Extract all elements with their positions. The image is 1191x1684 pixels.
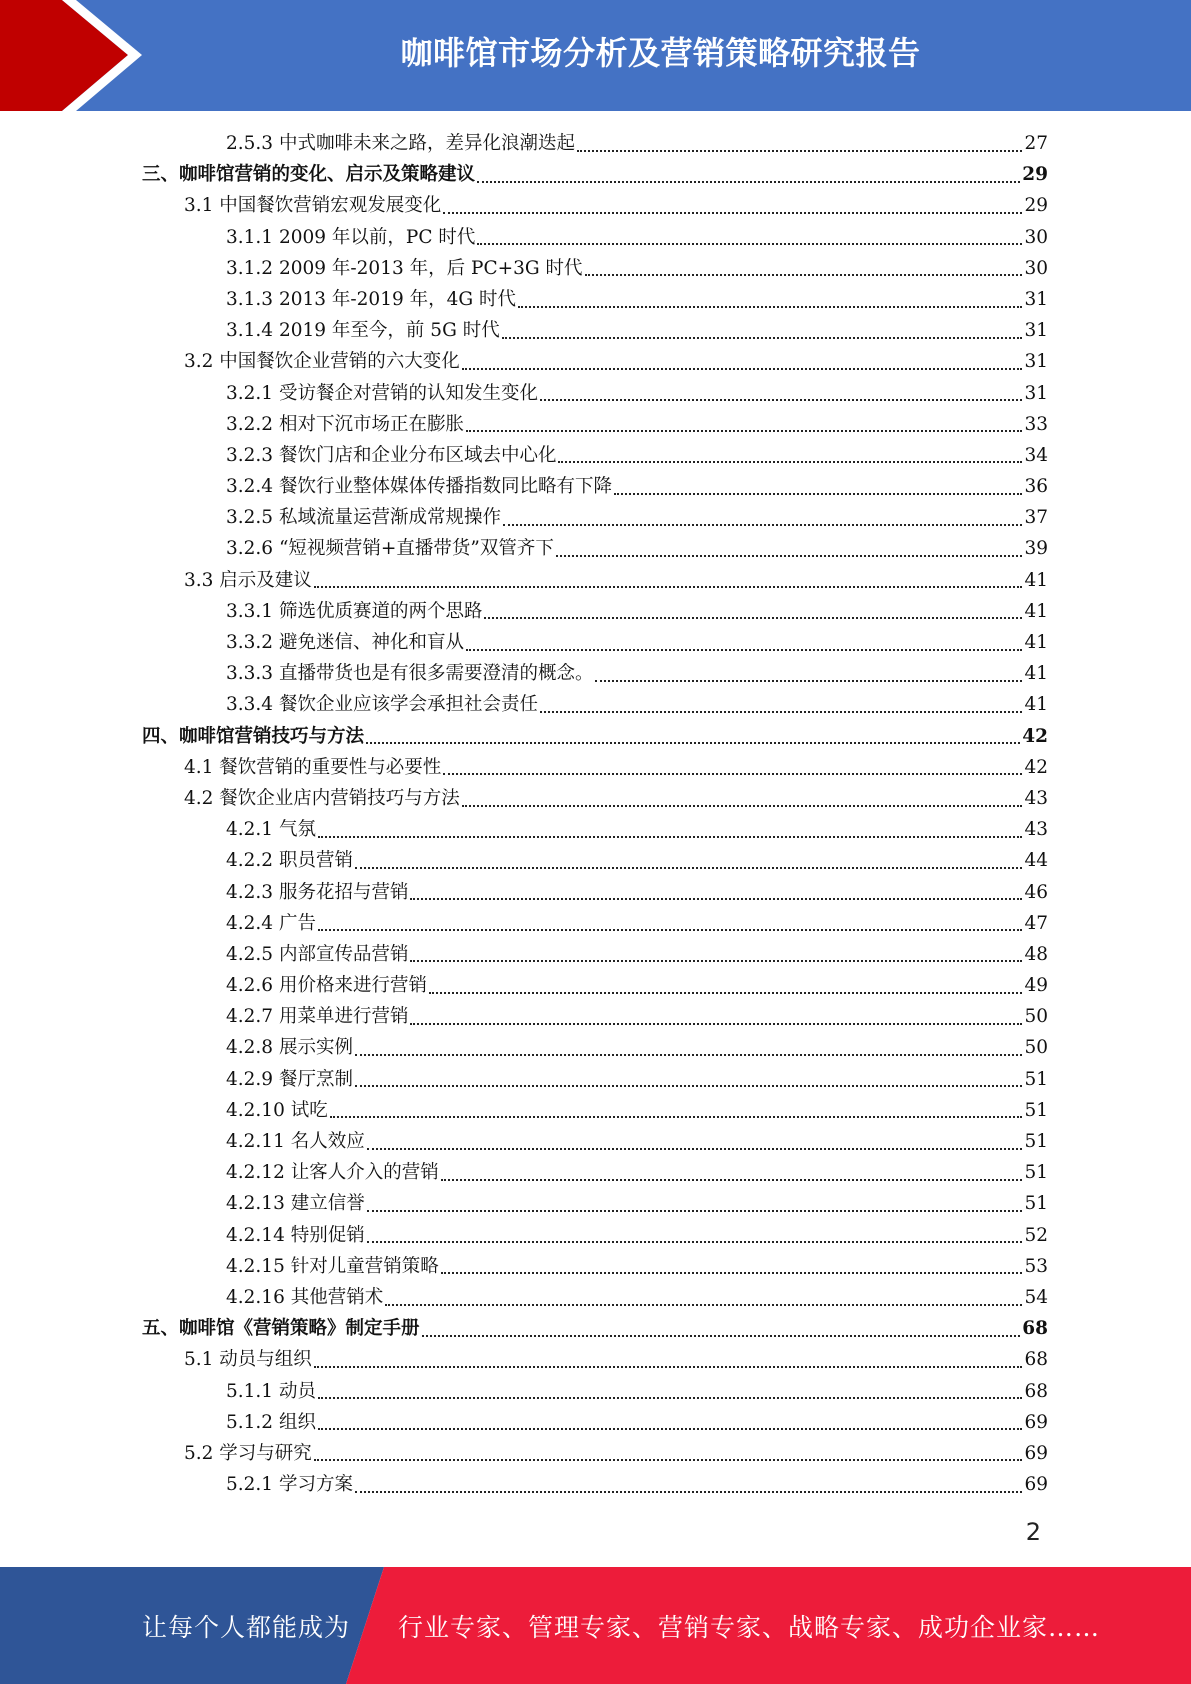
- toc-entry-label: 5.2.1 学习方案: [226, 1474, 353, 1496]
- toc-entry-label: 3.2.5 私域流量运营渐成常规操作: [226, 507, 501, 529]
- toc-entry[interactable]: [142, 315, 1048, 346]
- toc-entry-page: 68: [1024, 1380, 1048, 1402]
- toc-entry-page: 51: [1024, 1131, 1048, 1152]
- toc-entry[interactable]: [142, 658, 1048, 689]
- toc-entry-page: 27: [1024, 133, 1048, 154]
- toc-entry-label: 4.2.6 用价格来进行营销: [226, 975, 427, 997]
- toc-entry[interactable]: [142, 814, 1048, 845]
- toc-dot-leader: [462, 368, 1023, 370]
- toc-entry-page: 69: [1024, 1442, 1048, 1464]
- toc-entry-page: 31: [1024, 351, 1048, 373]
- toc-dot-leader: [314, 1459, 1023, 1461]
- toc-entry-page: 51: [1024, 1099, 1048, 1121]
- toc-entry-page: 41: [1024, 663, 1048, 685]
- toc-entry-page: 51: [1024, 1193, 1048, 1215]
- toc-entry[interactable]: [142, 533, 1048, 564]
- toc-entry[interactable]: [142, 1126, 1048, 1157]
- toc-entry-label: 4.2.15 针对儿童营销策略: [226, 1255, 439, 1277]
- toc-dot-leader: [443, 212, 1022, 214]
- toc-dot-leader: [462, 805, 1023, 807]
- toc-entry[interactable]: [142, 284, 1048, 315]
- toc-entry-page: 41: [1024, 569, 1048, 591]
- toc-dot-leader: [441, 1272, 1023, 1274]
- toc-entry-label: 3.2.4 餐饮行业整体媒体传播指数同比略有下降: [226, 476, 612, 498]
- toc-entry-page: 68: [1022, 1318, 1048, 1340]
- toc-dot-leader: [355, 1491, 1023, 1493]
- toc-entry-page: 49: [1024, 975, 1048, 997]
- toc-entry[interactable]: [142, 409, 1048, 440]
- toc-dot-leader: [330, 1116, 1023, 1118]
- toc-entry-page: 46: [1024, 881, 1048, 903]
- toc-entry-page: 39: [1024, 538, 1048, 560]
- toc-entry[interactable]: [142, 1376, 1048, 1407]
- toc-entry[interactable]: [142, 1344, 1048, 1375]
- toc-entry[interactable]: [142, 159, 1048, 190]
- toc-entry-label: 3.3 启示及建议: [184, 569, 312, 591]
- toc-entry[interactable]: [142, 471, 1048, 502]
- toc-dot-leader: [355, 1085, 1023, 1087]
- toc-entry-label: 四、咖啡馆营销技巧与方法: [142, 725, 365, 747]
- toc-entry-label: 3.1 中国餐饮营销宏观发展变化: [184, 195, 442, 217]
- toc-entry-label: 3.1.2 2009 年-2013 年，后 PC+3G 时代: [226, 257, 583, 279]
- toc-entry-label: 五、咖啡馆《营销策略》制定手册: [142, 1318, 420, 1340]
- toc-dot-leader: [429, 992, 1022, 994]
- toc-entry-page: 34: [1024, 444, 1048, 466]
- toc-dot-leader: [355, 1054, 1023, 1056]
- toc-entry-page: 31: [1024, 288, 1048, 310]
- toc-entry-page: 44: [1024, 850, 1048, 872]
- toc-entry[interactable]: [142, 128, 1048, 159]
- toc-dot-leader: [503, 524, 1022, 526]
- toc-entry-label: 4.2.3 服务花招与营销: [226, 881, 409, 903]
- toc-entry-page: 50: [1024, 1037, 1048, 1059]
- toc-dot-leader: [477, 243, 1022, 245]
- toc-dot-leader: [585, 274, 1023, 276]
- toc-entry-label: 3.1.4 2019 年至今，前 5G 时代: [226, 320, 500, 342]
- toc-dot-leader: [355, 867, 1023, 869]
- toc-entry-page: 69: [1024, 1474, 1048, 1496]
- toc-entry-page: 48: [1024, 943, 1048, 965]
- toc-entry-page: 43: [1024, 787, 1048, 809]
- toc-entry-page: 37: [1024, 507, 1048, 529]
- toc-entry-label: 4.2.5 内部宣传品营销: [226, 943, 409, 965]
- toc-dot-leader: [410, 898, 1022, 900]
- toc-dot-leader: [410, 960, 1022, 962]
- toc-entry[interactable]: [142, 1220, 1048, 1251]
- toc-entry-label: 3.3.3 直播带货也是有很多需要澄清的概念。: [226, 663, 594, 685]
- footer-slogan-right: 行业专家、管理专家、营销专家、战略专家、成功企业家……: [398, 1613, 1101, 1642]
- toc-entry-page: 51: [1024, 1162, 1048, 1184]
- page-footer: [0, 1567, 1191, 1684]
- toc-entry-label: 4.2.9 餐厅烹制: [226, 1068, 353, 1090]
- toc-dot-leader: [367, 1210, 1023, 1212]
- toc-dot-leader: [614, 493, 1022, 495]
- toc-entry-label: 3.2 中国餐饮企业营销的六大变化: [184, 351, 460, 373]
- toc-entry-label: 4.2.13 建立信誉: [226, 1193, 365, 1215]
- report-title: 咖啡馆市场分析及营销策略研究报告: [400, 34, 921, 72]
- toc-entry-page: 36: [1024, 476, 1048, 498]
- toc-entry-label: 3.2.1 受访餐企对营销的认知发生变化: [226, 382, 538, 404]
- toc-entry-page: 29: [1024, 195, 1048, 217]
- toc-entry-label: 4.2.1 气氛: [226, 819, 316, 841]
- toc-entry[interactable]: [142, 845, 1048, 876]
- toc-dot-leader: [410, 1023, 1022, 1025]
- toc-entry[interactable]: [142, 1313, 1048, 1344]
- toc-dot-leader: [577, 150, 1022, 152]
- toc-entry[interactable]: [142, 1032, 1048, 1063]
- toc-dot-leader: [595, 680, 1022, 682]
- toc-entry[interactable]: [142, 1251, 1048, 1282]
- toc-entry-page: 51: [1024, 1068, 1048, 1090]
- toc-entry-label: 4.2.8 展示实例: [226, 1037, 353, 1059]
- toc-entry-page: 53: [1024, 1255, 1048, 1277]
- toc-entry-page: 41: [1024, 632, 1048, 653]
- toc-entry[interactable]: [142, 908, 1048, 939]
- toc-entry-label: 5.1.1 动员: [226, 1380, 316, 1402]
- toc-entry-label: 3.1.3 2013 年-2019 年，4G 时代: [226, 288, 517, 310]
- toc-entry-label: 3.2.6 “短视频营销+直播带货”双管齐下: [226, 538, 554, 560]
- toc-entry[interactable]: [142, 627, 1048, 658]
- toc-entry-page: 68: [1024, 1349, 1048, 1371]
- toc-entry[interactable]: [142, 1282, 1048, 1313]
- toc-entry[interactable]: [142, 596, 1048, 627]
- toc-dot-leader: [466, 649, 1022, 651]
- toc-dot-leader: [318, 1397, 1023, 1399]
- toc-entry[interactable]: [142, 783, 1048, 814]
- toc-entry-page: 41: [1024, 694, 1048, 716]
- toc-entry[interactable]: [142, 253, 1048, 284]
- toc-dot-leader: [314, 586, 1023, 588]
- toc-dot-leader: [318, 836, 1023, 838]
- toc-entry-label: 5.1 动员与组织: [184, 1349, 312, 1371]
- toc-entry[interactable]: [142, 346, 1048, 377]
- toc-entry[interactable]: [142, 502, 1048, 533]
- toc-entry-page: 42: [1022, 725, 1048, 747]
- toc-dot-leader: [477, 181, 1020, 183]
- toc-entry-label: 3.2.3 餐饮门店和企业分布区域去中心化: [226, 444, 557, 466]
- toc-entry[interactable]: [142, 752, 1048, 783]
- toc-entry-label: 5.1.2 组织: [226, 1411, 316, 1433]
- page-number: 2: [1025, 1518, 1041, 1546]
- toc-entry-page: 54: [1024, 1286, 1048, 1308]
- toc-dot-leader: [443, 773, 1022, 775]
- toc-entry-label: 三、咖啡馆营销的变化、启示及策略建议: [142, 164, 476, 186]
- toc-entry-label: 2.5.3 中式咖啡未来之路，差异化浪潮迭起: [226, 133, 575, 154]
- toc-entry-label: 3.3.4 餐饮企业应该学会承担社会责任: [226, 694, 538, 716]
- toc-entry-label: 4.2 餐饮企业店内营销技巧与方法: [184, 787, 460, 809]
- table-of-contents: [142, 128, 1048, 1500]
- toc-entry-label: 4.2.4 广告: [226, 912, 316, 934]
- toc-entry-page: 30: [1024, 226, 1048, 248]
- toc-entry[interactable]: [142, 689, 1048, 720]
- toc-entry[interactable]: [142, 565, 1048, 596]
- toc-entry[interactable]: [142, 721, 1048, 752]
- toc-entry[interactable]: [142, 939, 1048, 970]
- toc-dot-leader: [318, 929, 1023, 931]
- toc-entry-page: 33: [1024, 413, 1048, 435]
- toc-dot-leader: [540, 399, 1022, 401]
- toc-dot-leader: [318, 1428, 1023, 1430]
- toc-entry-label: 4.2.14 特别促销: [226, 1224, 365, 1246]
- toc-dot-leader: [367, 1241, 1023, 1243]
- toc-dot-leader: [518, 306, 1022, 308]
- toc-entry[interactable]: [142, 1157, 1048, 1188]
- toc-entry[interactable]: [142, 1001, 1048, 1032]
- toc-dot-leader: [385, 1304, 1022, 1306]
- toc-dot-leader: [484, 617, 1022, 619]
- toc-entry-page: 31: [1024, 382, 1048, 404]
- toc-entry[interactable]: [142, 1438, 1048, 1469]
- toc-entry[interactable]: [142, 1188, 1048, 1219]
- toc-entry[interactable]: [142, 970, 1048, 1001]
- toc-entry-page: 42: [1024, 756, 1048, 778]
- toc-dot-leader: [422, 1335, 1021, 1337]
- toc-entry-label: 4.1 餐饮营销的重要性与必要性: [184, 756, 442, 778]
- toc-entry[interactable]: [142, 877, 1048, 908]
- toc-entry-label: 4.2.16 其他营销术: [226, 1286, 384, 1308]
- toc-entry-page: 31: [1024, 320, 1048, 342]
- footer-slogan-left: 让每个人都能成为: [142, 1613, 351, 1642]
- toc-dot-leader: [466, 430, 1022, 432]
- toc-entry-page: 41: [1024, 600, 1048, 622]
- toc-dot-leader: [366, 742, 1020, 744]
- toc-entry[interactable]: [142, 1064, 1048, 1095]
- toc-entry-label: 4.2.12 让客人介入的营销: [226, 1162, 439, 1184]
- toc-dot-leader: [556, 555, 1023, 557]
- toc-dot-leader: [558, 461, 1022, 463]
- toc-entry-label: 3.3.2 避免迷信、神化和盲从: [226, 632, 464, 653]
- toc-entry-page: 50: [1024, 1006, 1048, 1028]
- toc-entry-label: 4.2.11 名人效应: [226, 1131, 365, 1152]
- toc-entry-page: 43: [1024, 819, 1048, 841]
- toc-entry-page: 47: [1024, 912, 1048, 934]
- toc-dot-leader: [502, 337, 1023, 339]
- toc-dot-leader: [441, 1179, 1023, 1181]
- toc-entry[interactable]: [142, 1469, 1048, 1500]
- toc-dot-leader: [314, 1366, 1023, 1368]
- toc-entry-page: 52: [1024, 1224, 1048, 1246]
- toc-entry-label: 4.2.10 试吃: [226, 1099, 328, 1121]
- toc-entry-page: 29: [1022, 164, 1048, 186]
- toc-entry-label: 5.2 学习与研究: [184, 1442, 312, 1464]
- toc-entry[interactable]: [142, 378, 1048, 409]
- page-header: [0, 0, 1191, 111]
- toc-entry-page: 30: [1024, 257, 1048, 279]
- toc-entry-label: 4.2.7 用菜单进行营销: [226, 1006, 409, 1028]
- toc-entry-page: 69: [1024, 1411, 1048, 1433]
- toc-entry-label: 4.2.2 职员营销: [226, 850, 353, 872]
- toc-entry-label: 3.1.1 2009 年以前，PC 时代: [226, 226, 476, 248]
- toc-dot-leader: [540, 711, 1022, 713]
- toc-entry[interactable]: [142, 222, 1048, 253]
- toc-entry-label: 3.2.2 相对下沉市场正在膨胀: [226, 413, 464, 435]
- toc-dot-leader: [367, 1148, 1023, 1150]
- toc-entry[interactable]: [142, 440, 1048, 471]
- toc-entry[interactable]: [142, 190, 1048, 221]
- toc-entry[interactable]: [142, 1095, 1048, 1126]
- toc-entry[interactable]: [142, 1407, 1048, 1438]
- toc-entry-label: 3.3.1 筛选优质赛道的两个思路: [226, 600, 483, 622]
